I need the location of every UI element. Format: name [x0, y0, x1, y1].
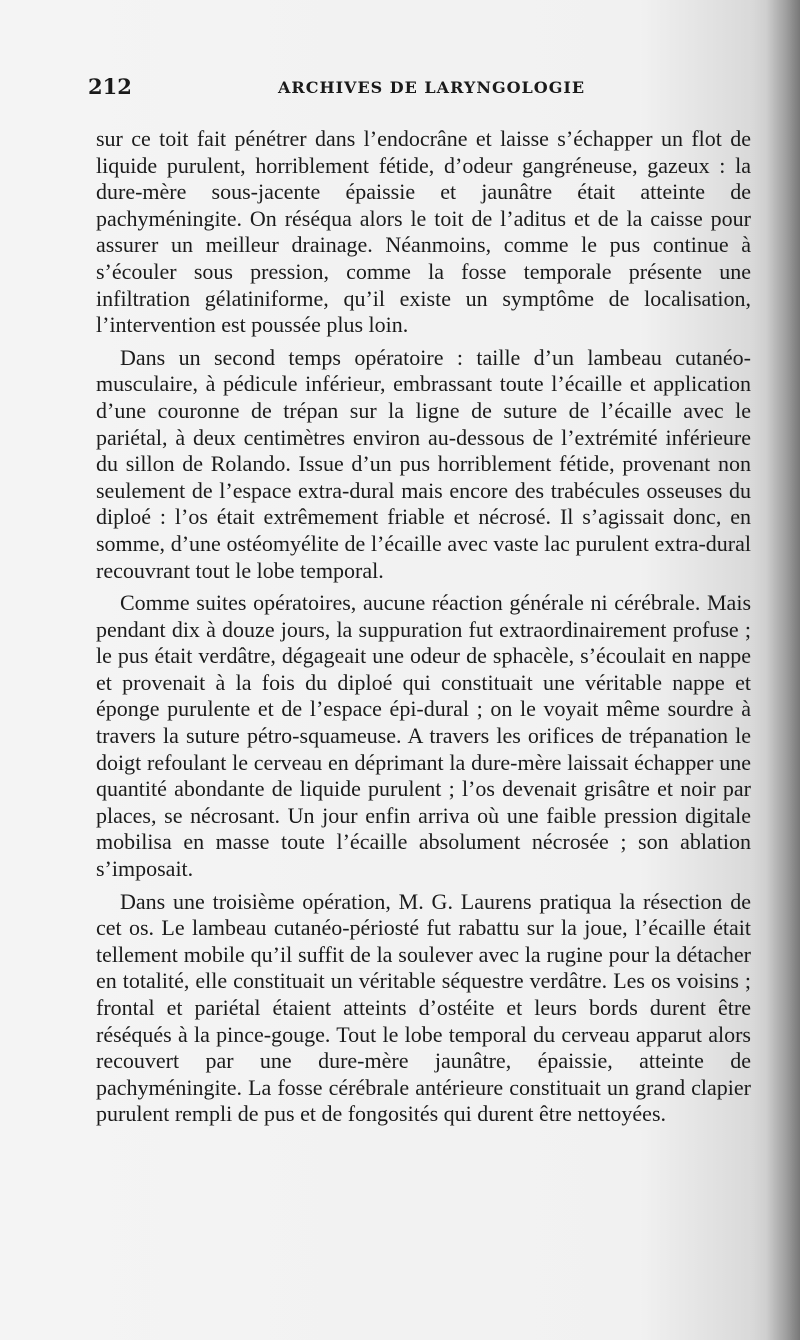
- paragraph-continuation: sur ce toit fait pénétrer dans l’endocrâne et laisse s’échapper un flot de liquide purulent, horriblement fétide, d’odeur gangréneuse, gazeux : la dure-mère sous-jacente épaissie et jaunâtre était atteinte de pachyméningite. On réséqua alors le toit de l’aditus et de la caisse pour assurer un meilleur drainage. Néanmoins, comme le pus continue à s’écouler sous pression, comme la fosse temporale présente une infiltration gélatiniforme, qu’il existe un symptôme de localisation, l’intervention est poussée plus loin.: [96, 126, 751, 338]
- body-text: [96, 126, 751, 1134]
- page-number: 212: [88, 74, 132, 99]
- running-title: ARCHIVES DE LARYNGOLOGIE: [278, 78, 586, 97]
- paragraph-second-operation: Dans un second temps opératoire : taille d’un lambeau cutanéo-musculaire, à pédicule inférieur, embrassant toute l’écaille et application d’une couronne de trépan sur la ligne de suture de l’écaille avec le pariétal, à deux centimètres environ au-dessous de l’extrémité inférieure du sillon de Rolando. Issue d’un pus horriblement fétide, provenant non seulement de l’espace extra-dural mais encore des trabécules osseuses du diploé : l’os était extrêmement friable et nécrosé. Il s’agissait donc, en somme, d’une ostéomyélite de l’écaille avec vaste lac purulent extra-dural recouvrant tout le lobe temporal.: [96, 344, 751, 583]
- paragraph-third-operation: Dans une troisième opération, M. G. Laurens pratiqua la résection de cet os. Le lambeau cutanéo-périosté fut rabattu sur la joue, l’écaille était tellement mobile qu’il suffit de la soulever avec la rugine pour la détacher en totalité, elle constituait un véritable séquestre verdâtre. Les os voisins ; frontal et pariétal étaient atteints d’ostéite et leurs bords durent être réséqués à la pince-gouge. Tout le lobe temporal du cerveau apparut alors recouvert par une dure-mère jaunâtre, épaissie, atteinte de pachyméningite. La fosse cérébrale antérieure constituait un grand clapier purulent rempli de pus et de fongosités qui durent être nettoyées.: [96, 888, 751, 1127]
- paragraph-postoperative: Comme suites opératoires, aucune réaction générale ni cérébrale. Mais pendant dix à douze jours, la suppuration fut extraordinairement profuse ; le pus était verdâtre, dégageait une odeur de sphacèle, s’écoulait en nappe et provenait à la fois du diploé qui constituait une véritable nappe et éponge purulente et de l’espace épi-dural ; on le voyait même sourdre à travers la suture pétro-squameuse. A travers les orifices de trépanation le doigt refoulant le cerveau en déprimant la dure-mère laissait échapper une quantité abondante de liquide purulent ; l’os devenait grisâtre et noir par places, se nécrosant. Un jour enfin arriva où une faible pression digitale mobilisa en masse toute l’écaille absolument nécrosée ; son ablation s’imposait.: [96, 590, 751, 882]
- page-gutter-shadow: [766, 0, 800, 1340]
- running-header: [88, 74, 748, 102]
